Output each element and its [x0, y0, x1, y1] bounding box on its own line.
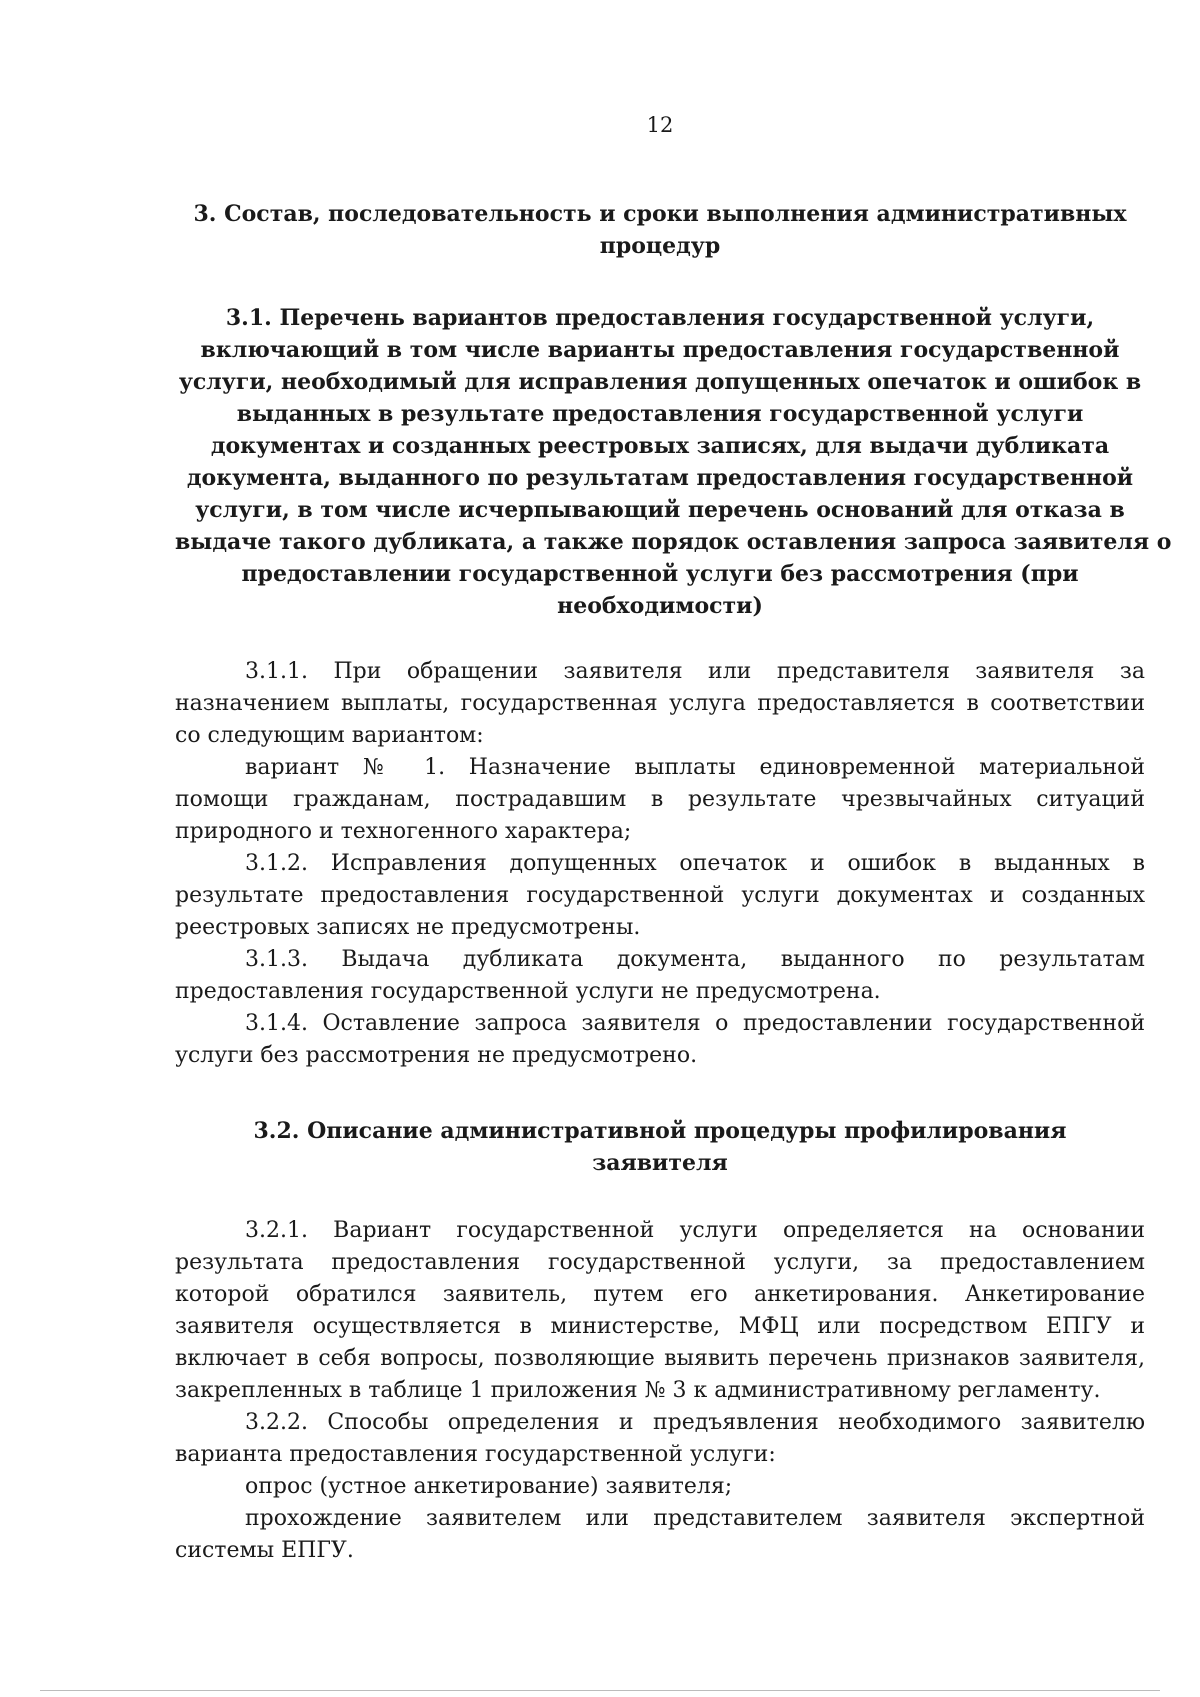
- section-3-2-heading: [175, 1115, 1145, 1179]
- text-line: опрос (устное анкетирование) заявителя;: [245, 1474, 733, 1499]
- text-line: которой обратился заявитель, путем его анкетирования. Анкетирование: [175, 1282, 1145, 1307]
- heading-line: 3.1. Перечень вариантов предоставления государственной услуги,: [225, 305, 1095, 331]
- heading-line: предоставлении государственной услуги без рассмотрения (при: [241, 561, 1079, 587]
- heading-line: 3. Состав, последовательность и сроки выполнения административных: [193, 201, 1127, 227]
- heading-line: документа, выданного по результатам предоставления государственной: [186, 465, 1134, 491]
- text-line: варианта предоставления государственной услуги:: [175, 1442, 776, 1467]
- paragraph-3-1-3: [175, 944, 1145, 1008]
- scan-edge-line: [40, 1690, 1160, 1691]
- section-3-2-body: [175, 1215, 1145, 1567]
- text-line: результата предоставления государственной услуги, за предоставлением: [175, 1250, 1145, 1275]
- section-3-heading: [175, 198, 1145, 262]
- text-line: результате предоставления государственной услуги документах и созданных: [175, 883, 1145, 908]
- text-line: природного и техногенного характера;: [175, 819, 632, 844]
- text-line: 3.1.1. При обращении заявителя или представителя заявителя за: [245, 659, 1145, 684]
- paragraph-expert-system: [175, 1503, 1145, 1567]
- text-line: системы ЕПГУ.: [175, 1538, 354, 1563]
- section-3-1-body: [175, 656, 1145, 1072]
- text-line: 3.1.4. Оставление запроса заявителя о предоставлении государственной: [245, 1011, 1145, 1036]
- text-line: включает в себя вопросы, позволяющие выявить перечень признаков заявителя,: [175, 1346, 1145, 1371]
- heading-line: 3.2. Описание административной процедуры профилирования: [253, 1118, 1067, 1144]
- heading-line: включающий в том числе варианты предоставления государственной: [200, 337, 1120, 363]
- heading-line: услуги, в том числе исчерпывающий перечень оснований для отказа в: [195, 497, 1125, 523]
- paragraph-variant-1: [175, 752, 1145, 848]
- paragraph-3-2-1: [175, 1215, 1145, 1407]
- text-line: 3.1.3. Выдача дубликата документа, выданного по результатам: [245, 947, 1145, 972]
- paragraph-3-2-2: [175, 1407, 1145, 1471]
- text-line: прохождение заявителем или представителем заявителя экспертной: [245, 1506, 1145, 1531]
- heading-line: заявителя: [592, 1150, 728, 1176]
- heading-line: услуги, необходимый для исправления допущенных опечаток и ошибок в: [178, 369, 1142, 395]
- heading-line: процедур: [599, 233, 721, 259]
- paragraph-3-1-2: [175, 848, 1145, 944]
- paragraph-survey: [175, 1471, 1145, 1503]
- heading-line: выданных в результате предоставления государственной услуги: [236, 401, 1084, 427]
- text-line: услуги без рассмотрения не предусмотрено.: [175, 1043, 698, 1068]
- heading-line: выдаче такого дубликата, а также порядок оставления запроса заявителя о: [175, 529, 1172, 555]
- text-line: назначением выплаты, государственная услуга предоставляется в соответствии: [175, 691, 1145, 716]
- heading-line: необходимости): [557, 593, 763, 619]
- page-number: 12: [646, 113, 674, 137]
- text-line: вариант № 1. Назначение выплаты единовременной материальной: [245, 755, 1145, 780]
- text-line: 3.2.1. Вариант государственной услуги определяется на основании: [245, 1218, 1145, 1243]
- text-line: 3.1.2. Исправления допущенных опечаток и ошибок в выданных в: [245, 851, 1145, 876]
- section-3-1-heading: [175, 302, 1172, 622]
- paragraph-3-1-4: [175, 1008, 1145, 1072]
- heading-line: документах и созданных реестровых записях, для выдачи дубликата: [210, 433, 1110, 459]
- paragraph-3-1-1: [175, 656, 1145, 752]
- text-line: реестровых записях не предусмотрены.: [175, 915, 641, 940]
- text-line: со следующим вариантом:: [175, 723, 484, 748]
- text-line: предоставления государственной услуги не предусмотрена.: [175, 979, 881, 1004]
- text-line: закрепленных в таблице 1 приложения № 3 к административному регламенту.: [175, 1378, 1101, 1403]
- text-line: помощи гражданам, пострадавшим в результате чрезвычайных ситуаций: [175, 787, 1145, 812]
- text-line: заявителя осуществляется в министерстве, МФЦ или посредством ЕПГУ и: [175, 1314, 1145, 1339]
- text-line: 3.2.2. Способы определения и предъявления необходимого заявителю: [245, 1410, 1145, 1435]
